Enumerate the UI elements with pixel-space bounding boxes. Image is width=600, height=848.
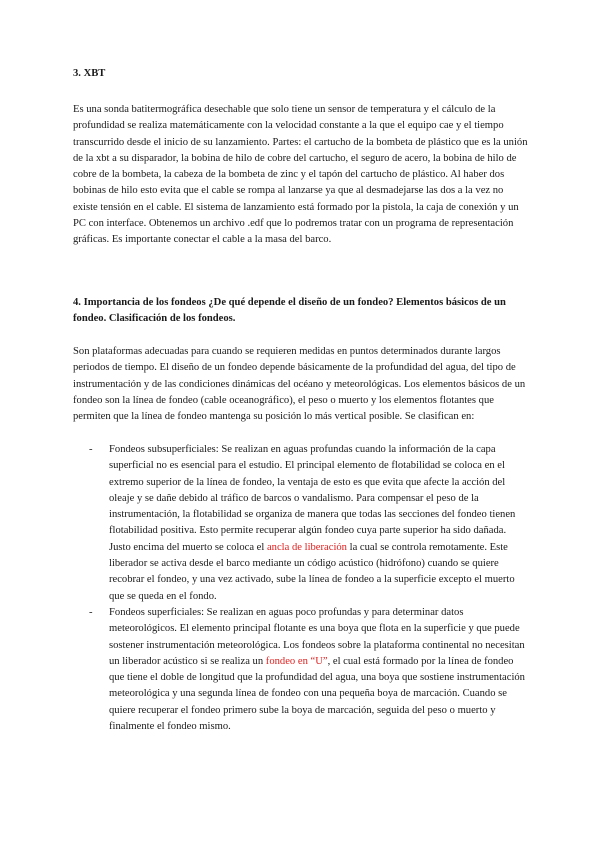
highlighted-term: fondeo en “U” xyxy=(265,655,328,667)
bullet-dash: - xyxy=(89,444,93,455)
fondeos-classification-list xyxy=(73,442,529,735)
list-item-text: , el cual está formado por la línea de fondeo que tiene el doble de longitud que la profundidad del agua, una boya que sostiene instrumentación meteorológica y una segunda línea de fondeo con una pequeña boya de marcación. Cuando se quiere recuperar el fondeo primero sube la boya de marcación, seguida del peso o muerto y finalmente el fondeo mismo. xyxy=(109,655,525,733)
list-item-text: Fondeos superficiales: Se realizan en aguas poco profundas y para determinar datos meteorológicos. El elemento principal flotante es una boya que flota en la superficie y que puede sostener instrumentación meteorológica. Los fondeos sobre la plataforma continental no necesitan un liberador acústico si se realiza un xyxy=(109,606,525,667)
bullet-dash: - xyxy=(89,606,93,618)
paragraph-xbt: Es una sonda batitermográfica desechable que solo tiene un sensor de temperatura y el cálculo de la profundidad se realiza matemáticamente con la velocidad constante a la que el equipo cae y el tiempo transcurrido desde el inicio de su lanzamiento. Partes: el cartucho de la bombeta de plástico que es la unión de la xbt a su disparador, la bobina de hilo de cobre del cartucho, el seguro de acero, la bobina de hilo de cobre de la bombeta, la cabeza de la bombeta de zinc y el tapón del cartucho de plástico. Al haber dos bobinas de hilo esto evita que el cable se rompa al lanzarse ya que al desmadejarse las dos a la vez no existe tensión en el cable. El sistema de lanzamiento está formado por la pistola, la caja de conexión y un PC con interface. Obtenemos un archivo .edf que lo podremos tratar con un programa de representación gráficas. Es importante conectar el cable a la masa del barco. xyxy=(73,104,528,246)
highlighted-term: ancla de liberación xyxy=(266,541,347,553)
list-item-text: Fondeos subsuperficiales: Se realizan en aguas profundas cuando la información de la capa superficial no es esencial para el estudio. El principal elemento de flotabilidad se coloca en el extremo superior de la línea de fondeo, la ventaja de esto es que evita que afecte la acción del oleaje y se dañe debido al tráfico de barcos o vandalismo. Para compensar el peso de la instrumentación, la flotabilidad se organiza de manera que todas las secciones del fondeo tienen flotabilidad positiva. Esto permite recuperar algún fondeo cuya parte superior ha sido dañada. Justo encima del muerto se coloca el xyxy=(109,444,516,553)
list-item-text: la cual se controla remotamente. Este liberador se activa desde el barco mediante un código acústico (hidrófono) cuando se quiere recobrar el fondeo, y una vez activado, sube la línea de fondeo a la superficie excepto el muerto que se queda en el fondo. xyxy=(109,541,515,602)
section-heading-fondeos: 4. Importancia de los fondeos ¿De qué depende el diseño de un fondeo? Elementos básicos de un fondeo. Clasificación de los fondeos. xyxy=(73,297,506,325)
list-item xyxy=(73,442,529,605)
section-heading-xbt: 3. XBT xyxy=(73,68,106,79)
list-item xyxy=(73,605,529,735)
paragraph-fondeos-intro: Son plataformas adecuadas para cuando se requieren medidas en puntos determinados durante largos periodos de tiempo. El diseño de un fondeo depende básicamente de la profundidad del agua, del tipo de instrumentación y de las condiciones dinámicas del océano y meteorológicas. Los elementos básicos de un fondeo son la línea de fondeo (cable oceanográfico), el peso o muerto y los elementos flotantes que permiten que la línea de fondeo mantenga su posición lo más vertical posible. Se clasifican en: xyxy=(73,346,526,423)
